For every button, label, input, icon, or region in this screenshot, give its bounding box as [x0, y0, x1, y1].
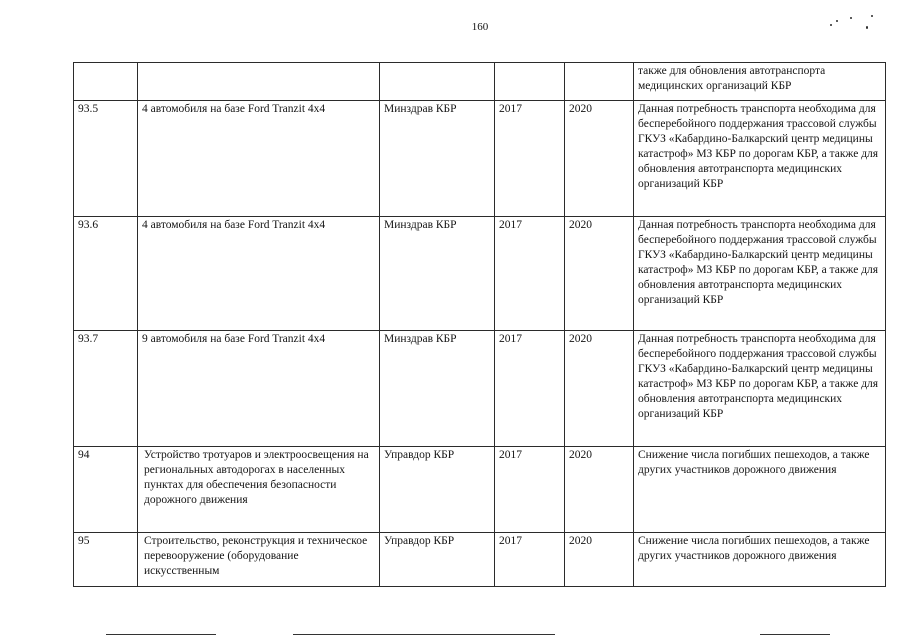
- table-row: [74, 63, 886, 101]
- executor-cell: Минздрав КБР: [380, 331, 495, 447]
- start-year-cell: 2017: [495, 533, 565, 587]
- end-year-cell: 2020: [565, 533, 634, 587]
- end-year-cell: 2020: [565, 101, 634, 217]
- measure-name-cell: 4 автомобиля на базе Ford Tranzit 4x4: [138, 217, 380, 331]
- program-measures-table: [73, 62, 886, 587]
- note-cell: Данная потребность транспорта необходима для бесперебойного поддержания трассовой службы ГКУЗ «Кабардино-Балкарский центр медицины катастроф» МЗ КБР по дорогам КБР, а также для обновления автотранспорта медицинских организаций КБР: [634, 331, 886, 447]
- note-cell: также для обновления автотранспорта медицинских организаций КБР: [634, 63, 886, 101]
- footer-rule: [106, 634, 216, 635]
- start-year-cell: 2017: [495, 217, 565, 331]
- scan-speck: [836, 20, 838, 22]
- start-year-cell: 2017: [495, 447, 565, 533]
- table-row: [74, 331, 886, 447]
- executor-cell: Минздрав КБР: [380, 101, 495, 217]
- measure-id-cell: 93.7: [74, 331, 138, 447]
- start-year-cell: [495, 63, 565, 101]
- page-number: 160: [471, 21, 489, 33]
- measure-id-cell: 95: [74, 533, 138, 587]
- start-year-cell: 2017: [495, 101, 565, 217]
- measure-name-cell: Строительство, реконструкция и техническое перевооружение (оборудование искусственным: [138, 533, 380, 587]
- end-year-cell: 2020: [565, 331, 634, 447]
- executor-cell: Управдор КБР: [380, 447, 495, 533]
- footer-rule: [760, 634, 830, 635]
- scan-speck: [871, 15, 873, 17]
- table-row: [74, 447, 886, 533]
- note-cell: Снижение числа погибших пешеходов, а также других участников дорожного движения: [634, 447, 886, 533]
- measure-name-cell: 4 автомобиля на базе Ford Tranzit 4x4: [138, 101, 380, 217]
- end-year-cell: 2020: [565, 217, 634, 331]
- end-year-cell: [565, 63, 634, 101]
- measure-name-cell: Устройство тротуаров и электроосвещения на региональных автодорогах в населенных пунктах для обеспечения безопасности дорожного движения: [138, 447, 380, 533]
- executor-cell: Минздрав КБР: [380, 217, 495, 331]
- note-cell: Снижение числа погибших пешеходов, а также других участников дорожного движения: [634, 533, 886, 587]
- measure-id-cell: [74, 63, 138, 101]
- table-row: [74, 533, 886, 587]
- scan-speck: [866, 26, 868, 29]
- table-row: [74, 217, 886, 331]
- footer-rule: [293, 634, 555, 635]
- measure-name-cell: 9 автомобиля на базе Ford Tranzit 4x4: [138, 331, 380, 447]
- scan-speck: [830, 24, 832, 26]
- scan-speck: [850, 17, 852, 19]
- measure-id-cell: 93.5: [74, 101, 138, 217]
- note-cell: Данная потребность транспорта необходима для бесперебойного поддержания трассовой службы ГКУЗ «Кабардино-Балкарский центр медицины катастроф» МЗ КБР по дорогам КБР, а также для обновления автотранспорта медицинских организаций КБР: [634, 217, 886, 331]
- end-year-cell: 2020: [565, 447, 634, 533]
- measure-name-cell: [138, 63, 380, 101]
- executor-cell: [380, 63, 495, 101]
- note-cell: Данная потребность транспорта необходима для бесперебойного поддержания трассовой службы ГКУЗ «Кабардино-Балкарский центр медицины катастроф» МЗ КБР по дорогам КБР, а также для обновления автотранспорта медицинских организаций КБР: [634, 101, 886, 217]
- measure-id-cell: 93.6: [74, 217, 138, 331]
- start-year-cell: 2017: [495, 331, 565, 447]
- measure-id-cell: 94: [74, 447, 138, 533]
- table-row: [74, 101, 886, 217]
- executor-cell: Управдор КБР: [380, 533, 495, 587]
